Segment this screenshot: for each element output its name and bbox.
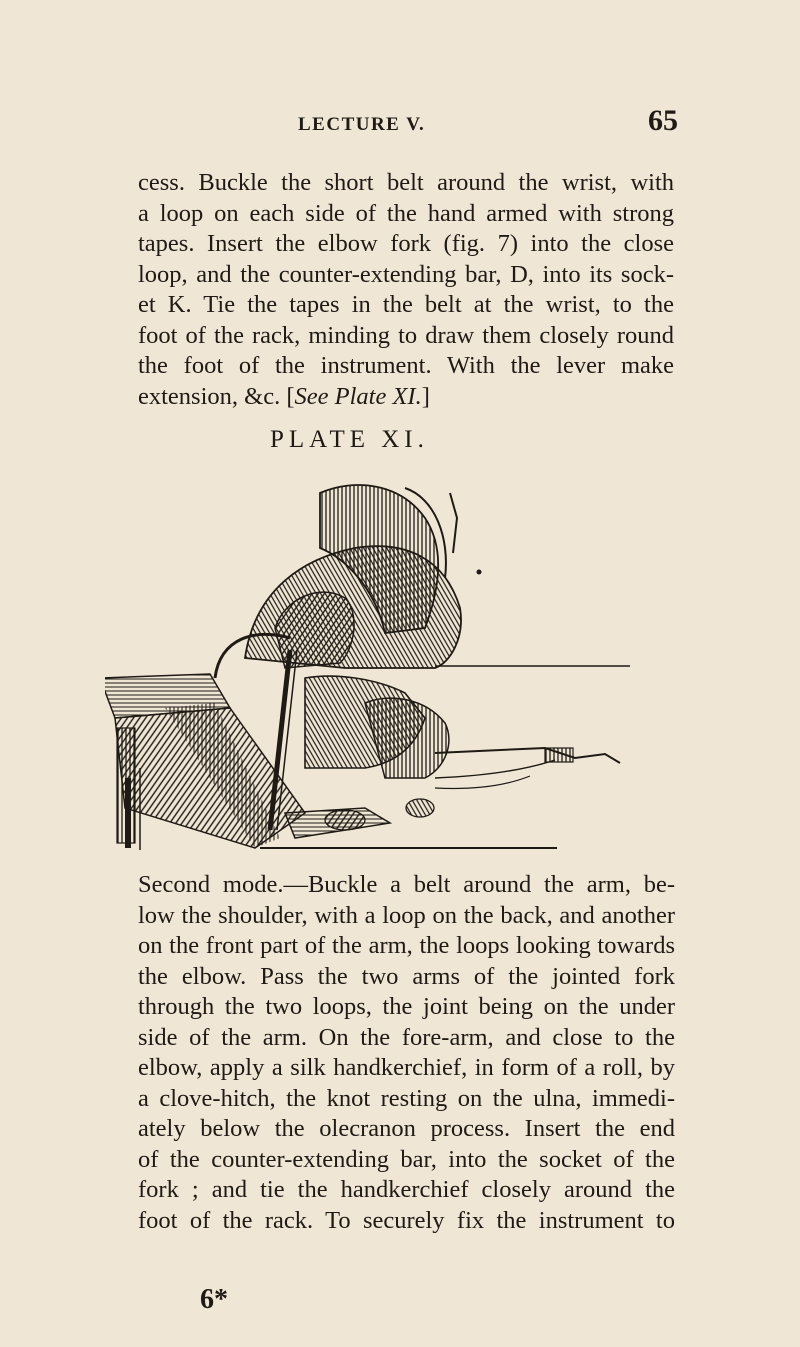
paragraph-first-mode [138,168,674,412]
plate-engraving [105,478,635,860]
text-line: through the two loops, the joint being on the under [138,993,675,1020]
rack-foot [285,799,434,838]
paragraph-second-mode [138,870,675,1236]
text-line: Second mode.—Buckle a belt around the arm, be- [138,871,675,898]
text-line: cess. Buckle the short belt around the wrist, with [138,169,674,196]
text-line: low the shoulder, with a loop on the back, and another [138,901,675,929]
text-line-last [138,382,674,413]
page-number: 65 [648,104,678,137]
text-line: foot of the rack. To securely fix the instrument to [138,1206,675,1234]
text-line: the foot of the instrument. With the lever make [138,352,674,379]
running-head [140,104,680,150]
forearm-and-hand [305,676,449,778]
text-fragment: extension, &c. [ [138,382,295,410]
text-line: the elbow. Pass the two arms of the jointed fork [138,962,675,990]
arm-and-drapery [245,485,461,668]
text-line: fork ; and tie the handkerchief closely around the [138,1176,675,1203]
text-line: a loop on each side of the hand armed with strong [138,199,674,227]
text-line: foot of the rack, minding to draw them closely round [138,321,674,349]
text-line: et K. Tie the tapes in the belt at the wrist, to the [138,291,674,318]
extension-bar [435,666,630,789]
text-line: side of the arm. On the fore-arm, and close to the [138,1023,675,1051]
text-line: ately below the olecranon process. Insert the end [138,1115,675,1142]
text-line: loop, and the counter-extending bar, D, into its sock- [138,260,674,288]
engraving-dot [477,570,482,575]
text-line: on the front part of the arm, the loops looking towards [138,932,675,959]
signature-mark: 6* [200,1284,228,1315]
text-line: a clove-hitch, the knot resting on the ulna, immedi- [138,1084,675,1112]
running-title: LECTURE V. [298,114,426,135]
plate-reference: See Plate XI. [294,382,422,410]
plate-title: PLATE XI. [270,426,429,453]
text-line: of the counter-extending bar, into the socket of the [138,1145,675,1173]
text-fragment: ] [421,382,430,410]
text-line: elbow, apply a silk handkerchief, in form of a roll, by [138,1054,675,1081]
rack-frame [105,674,305,850]
text-line: tapes. Insert the elbow fork (fig. 7) into the close [138,230,674,257]
